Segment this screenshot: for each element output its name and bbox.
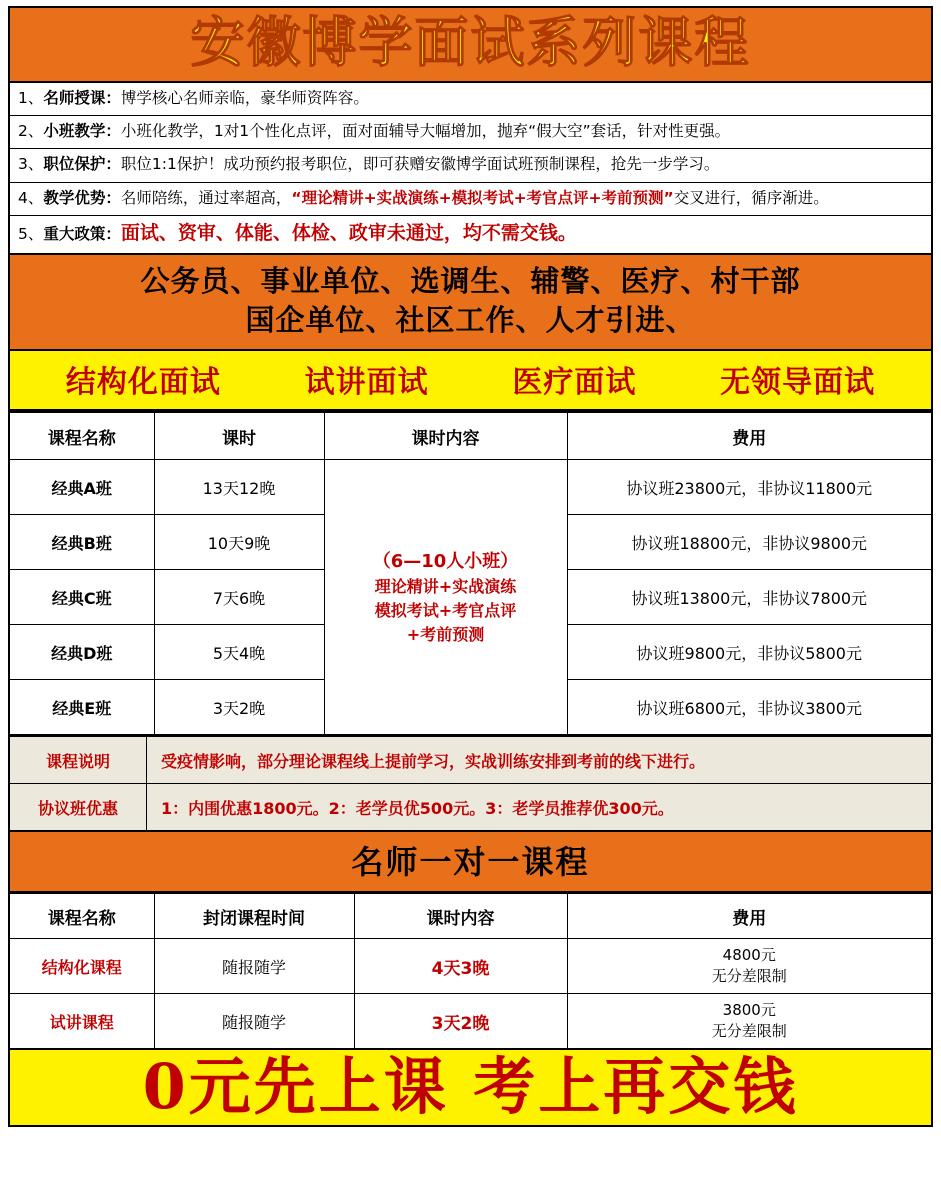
one-on-one-title: 名师一对一课程: [351, 843, 590, 882]
fee-condition: 无分差限制: [711, 1022, 787, 1041]
interview-type-leaderless: 无领导面试: [720, 365, 876, 401]
column-header-name: 课程名称: [9, 894, 154, 939]
bottom-banner-text: 0元先上课 考上再交钱: [142, 1050, 799, 1124]
course-fee: 协议班13800元，非协议7800元: [567, 570, 932, 625]
note-label-discount: 协议班优惠: [9, 784, 147, 832]
course-hours: 10天9晚: [154, 515, 324, 570]
course-table: [8, 411, 933, 736]
course-name: 经典A班: [9, 460, 154, 515]
content-line-2: 理论精讲+实战演练: [374, 576, 517, 596]
feature-index: 2、: [18, 122, 44, 141]
page-title: 安徽博学面试系列课程: [190, 10, 751, 74]
list-item: [10, 183, 931, 216]
feature-list: [8, 83, 933, 255]
fee-condition: 无分差限制: [711, 967, 787, 986]
table-header-row: [9, 894, 932, 939]
course-time: 随报随学: [154, 939, 354, 994]
course-hours: 4天3晚: [354, 939, 567, 994]
feature-text-after: 交叉进行，循序渐进。: [673, 188, 829, 207]
course-name: 结构化课程: [9, 939, 154, 994]
course-fee: 协议班6800元，非协议3800元: [567, 680, 932, 736]
column-header-fee: 费用: [567, 412, 932, 460]
column-header-name: 课程名称: [9, 412, 154, 460]
column-header-content: 课时内容: [324, 412, 567, 460]
bottom-banner: [8, 1050, 933, 1127]
feature-highlight: “理论精讲+实战演练+模拟考试+考官点评+考前预测”: [291, 188, 674, 207]
note-text-discount: 1：内围优惠1800元。2：老学员优500元。3：老学员推荐优300元。: [147, 784, 933, 832]
course-hours: 3天2晚: [154, 680, 324, 736]
list-item: [10, 83, 931, 116]
content-line-1: （6—10人小班）: [372, 550, 519, 572]
course-hours: 3天2晚: [354, 994, 567, 1050]
course-name: 经典E班: [9, 680, 154, 736]
feature-label: 小班教学：: [43, 122, 121, 141]
interview-type-structured: 结构化面试: [65, 365, 221, 401]
feature-label: 名师授课：: [43, 88, 121, 107]
feature-index: 3、: [18, 155, 44, 174]
table-row: [9, 737, 932, 784]
note-text-course: 受疫情影响，部分理论课程线上提前学习，实战训练安排到考前的线下进行。: [147, 737, 933, 784]
content-line-4: +考前预测: [406, 624, 485, 644]
interview-type-trial-lecture: 试讲面试: [304, 365, 429, 401]
feature-index: 1、: [18, 88, 44, 107]
feature-text: 职位1:1保护！成功预约报考职位，即可获赠安徽博学面试班预制课程，抢先一步学习。: [120, 155, 720, 174]
course-fee: 协议班9800元，非协议5800元: [567, 625, 932, 680]
feature-label: 职位保护：: [43, 155, 121, 174]
audience-line-1: 公务员、事业单位、选调生、辅警、医疗、村干部: [140, 263, 801, 298]
fee-amount: 3800元: [722, 1001, 776, 1020]
feature-text: 小班化教学，1对1个性化点评，面对面辅导大幅增加，抛弃“假大空”套话，针对性更强。: [120, 122, 731, 141]
feature-label: 重大政策：: [43, 225, 121, 244]
table-row: [9, 994, 932, 1050]
course-fee: [567, 939, 932, 994]
feature-index: 5、: [18, 225, 44, 244]
course-hours: 13天12晚: [154, 460, 324, 515]
course-content: [324, 460, 567, 736]
interview-types-band: [8, 351, 933, 411]
table-row: [9, 939, 932, 994]
list-item: [10, 216, 931, 253]
fee-amount: 4800元: [722, 946, 776, 965]
title-banner: [8, 6, 933, 83]
feature-index: 4、: [18, 188, 44, 207]
course-fee: 协议班23800元，非协议11800元: [567, 460, 932, 515]
interview-type-medical: 医疗面试: [512, 365, 637, 401]
course-name: 经典B班: [9, 515, 154, 570]
table-header-row: [9, 412, 932, 460]
table-row: [9, 460, 932, 515]
notes-table: [8, 736, 933, 832]
course-name: 经典C班: [9, 570, 154, 625]
course-name: 经典D班: [9, 625, 154, 680]
feature-highlight: 面试、资审、体能、体检、政审未通过，均不需交钱。: [120, 222, 577, 245]
course-hours: 7天6晚: [154, 570, 324, 625]
course-time: 随报随学: [154, 994, 354, 1050]
column-header-fee: 费用: [567, 894, 932, 939]
course-fee: [567, 994, 932, 1050]
list-item: [10, 149, 931, 182]
column-header-hours: 课时: [154, 412, 324, 460]
audience-band: [8, 255, 933, 351]
column-header-time: 封闭课程时间: [154, 894, 354, 939]
table-row: [9, 784, 932, 832]
column-header-content: 课时内容: [354, 894, 567, 939]
feature-text: 博学核心名师亲临，豪华师资阵容。: [120, 88, 369, 107]
one-on-one-banner: [8, 832, 933, 893]
feature-label: 教学优势：: [43, 188, 121, 207]
note-label-course: 课程说明: [9, 737, 147, 784]
course-hours: 5天4晚: [154, 625, 324, 680]
course-name: 试讲课程: [9, 994, 154, 1050]
content-line-3: 模拟考试+考官点评: [374, 600, 517, 620]
one-on-one-table: [8, 893, 933, 1050]
list-item: [10, 116, 931, 149]
course-fee: 协议班18800元，非协议9800元: [567, 515, 932, 570]
feature-text: 名师陪练，通过率超高，: [120, 188, 292, 207]
audience-line-2: 国企单位、社区工作、人才引进、: [245, 303, 696, 338]
